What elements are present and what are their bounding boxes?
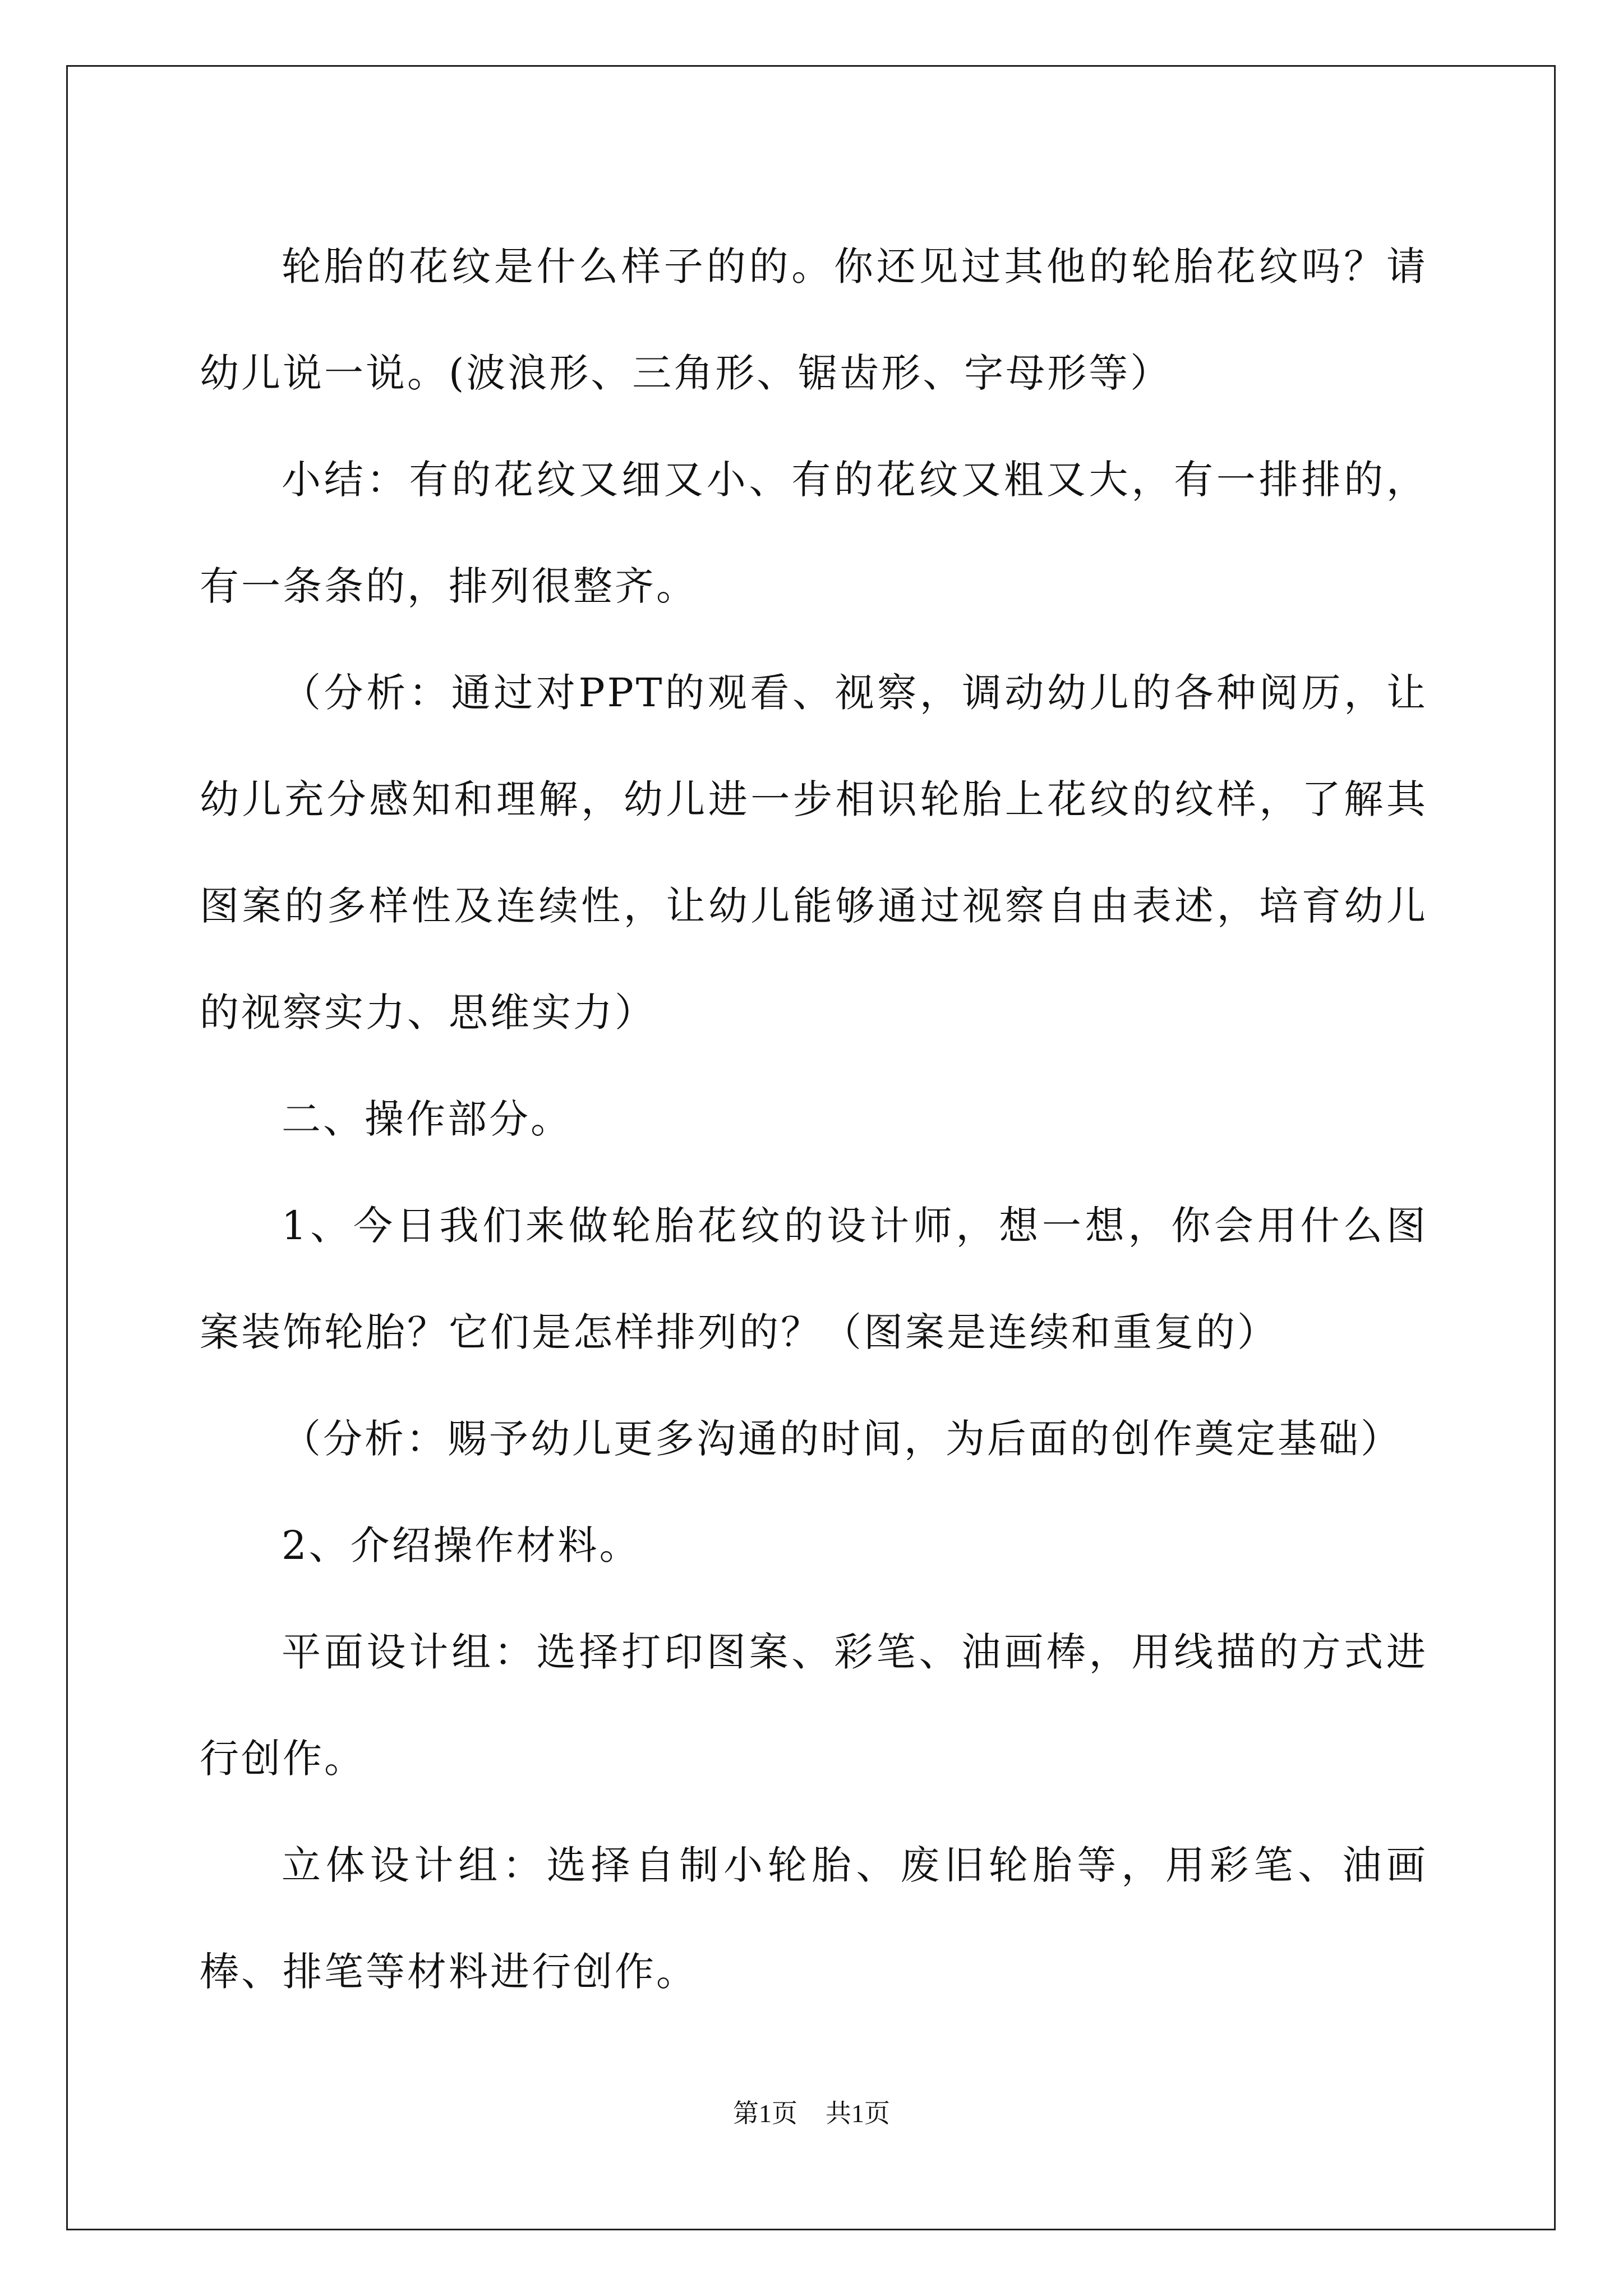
page-number-current: 第1页 — [733, 2099, 797, 2128]
paragraph-summary: 小结：有的花纹又细又小、有的花纹又粗又大，有一排排的，有一条条的，排列很整齐。 — [200, 457, 1428, 609]
page-footer — [0, 2097, 1623, 2131]
document-body — [200, 213, 1428, 2025]
page-number-total: 共1页 — [826, 2099, 890, 2128]
paragraph-tire-patterns-question: 轮胎的花纹是什么样子的的。你还见过其他的轮胎花纹吗？请幼儿说一说。(波浪形、三角形、锯齿形、字母形等） — [200, 243, 1428, 396]
paragraph-step-1: 1、今日我们来做轮胎花纹的设计师，想一想，你会用什么图案装饰轮胎？它们是怎样排列的？（图案是连续和重复的） — [200, 1203, 1428, 1355]
paragraph-step-2: 2、介绍操作材料。 — [282, 1522, 641, 1568]
paragraph-3d-design-group: 立体设计组：选择自制小轮胎、废旧轮胎等，用彩笔、油画棒、排笔等材料进行创作。 — [200, 1842, 1428, 1995]
paragraph-analysis-1: （分析：通过对PPT的观看、视察，调动幼儿的各种阅历，让幼儿充分感知和理解，幼儿进一步相识轮胎上花纹的纹样，了解其图案的多样性及连续性，让幼儿能够通过视察自由表述，培育幼儿的视察实力、思维实力） — [200, 670, 1428, 1036]
section-heading-operation: 二、操作部分。 — [282, 1096, 572, 1142]
paragraph-flat-design-group: 平面设计组：选择打印图案、彩笔、油画棒，用线描的方式进行创作。 — [200, 1629, 1428, 1782]
paragraph-analysis-2: （分析：赐予幼儿更多沟通的时间，为后面的创作奠定基础） — [282, 1416, 1402, 1462]
